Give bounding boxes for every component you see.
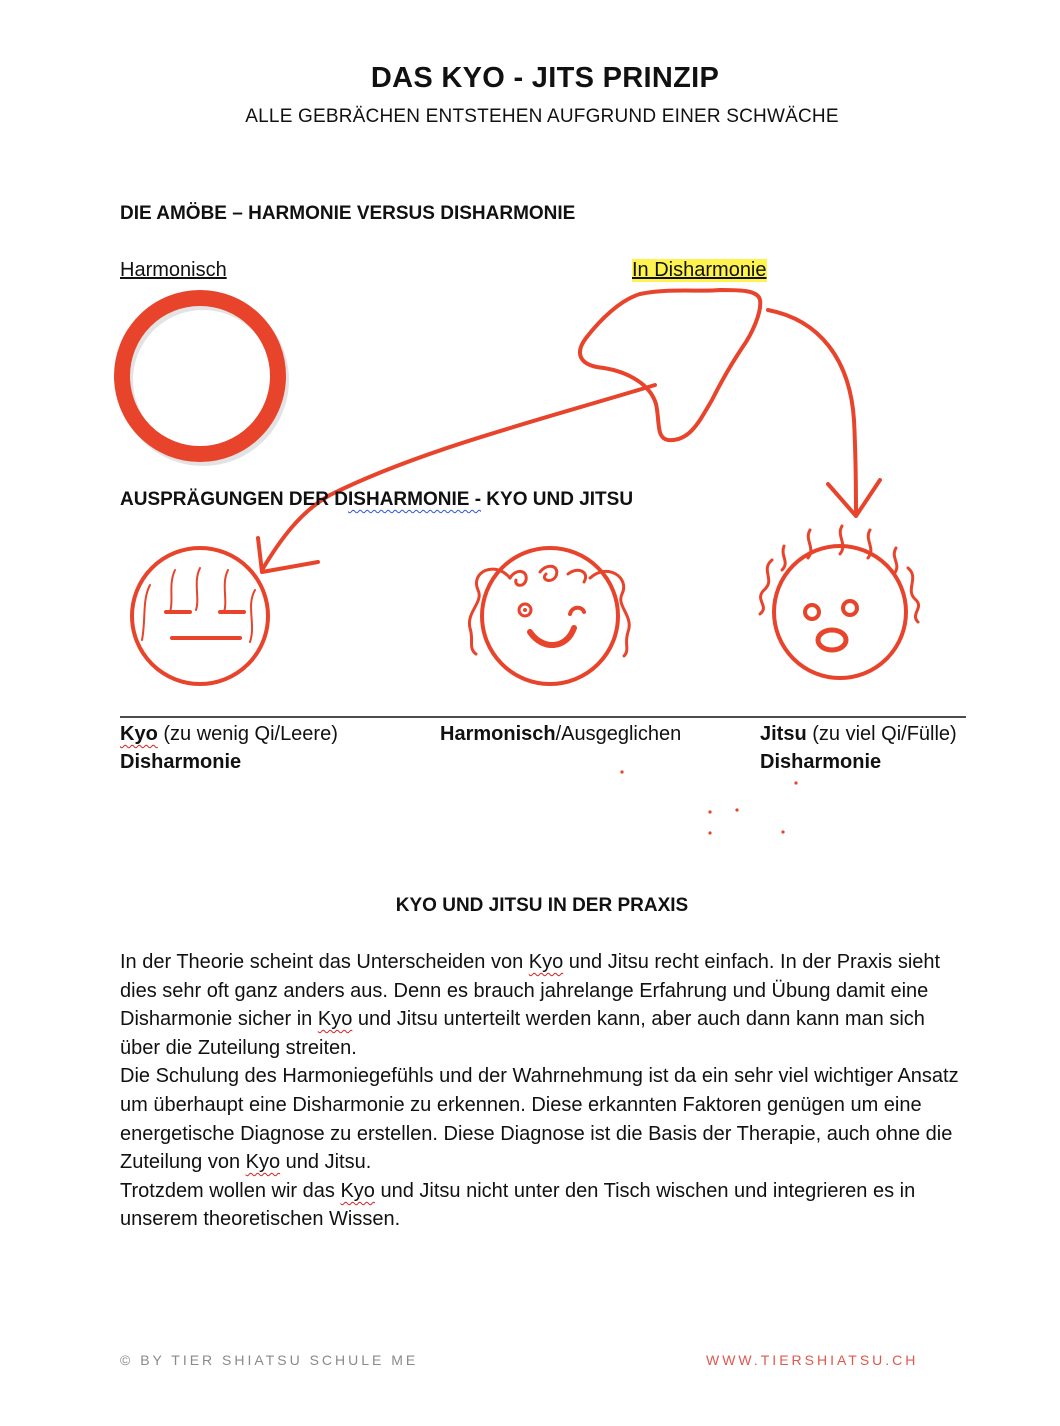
- caption-harmonisch: [440, 720, 681, 748]
- caption-jitsu-rest: (zu viel Qi/Fülle): [806, 723, 957, 745]
- p2-kyo: Kyo: [245, 1151, 281, 1174]
- amoebe-heading: DIE AMÖBE – HARMONIE VERSUS DISHARMONIE: [120, 203, 576, 224]
- p1-c: und Jitsu unterteilt werden kann, aber auch dann kann man sich über die Zuteilung streiten.: [120, 1008, 925, 1059]
- praxis-paragraph-3: [120, 1177, 970, 1234]
- footer-copyright: © BY TIER SHIATSU SCHULE ME: [120, 1352, 419, 1368]
- p1-a: In der Theorie scheint das Unterscheiden von: [120, 951, 529, 973]
- footer-website-link[interactable]: WWW.TIERSHIATSU.CH: [706, 1352, 919, 1368]
- p2-a: Die Schulung des Harmoniegefühls und der Wahrnehmung ist da ein sehr viel wichtiger Ansatz um überhaupt eine Disharmonie zu erkennen. Diese erkannten Faktoren genügen um eine energetische Diagnose zu erstellen. Diese Diagnose ist die Basis der Therapie, auch ohne die Zuteilung von: [120, 1065, 959, 1174]
- stray-dots: [620, 770, 797, 834]
- p1-b: und Jitsu recht einfach. In der Praxis sieht dies sehr oft ganz anders aus. Denn es brauch jahrelange Erfahrung und Übung damit eine Disharmonie sicher in: [120, 951, 941, 1031]
- harmonious-face-icon: [469, 548, 629, 684]
- p1-kyo2: Kyo: [317, 1008, 353, 1031]
- page-subtitle: ALLE GEBRÄCHEN ENTSTEHEN AUFGRUND EINER SCHWÄCHE: [245, 106, 839, 127]
- caption-kyo-rest: (zu wenig Qi/Leere): [157, 723, 338, 745]
- caption-kyo-word: Kyo: [120, 723, 158, 745]
- caption-harm-rest: /Ausgeglichen: [555, 723, 682, 745]
- praxis-paragraph-1: [120, 948, 970, 1062]
- kyo-face-icon: [132, 548, 268, 684]
- caption-jitsu: [760, 720, 957, 776]
- auspraegungen-heading: [120, 489, 633, 511]
- caption-kyo-line2: Disharmonie: [120, 751, 242, 773]
- harmonious-circle-icon: [122, 298, 281, 458]
- caption-kyo: [120, 720, 338, 776]
- praxis-paragraph-2: [120, 1062, 970, 1176]
- label-harmonisch: Harmonisch: [120, 259, 227, 281]
- arrow-to-kyo: [258, 385, 655, 572]
- praxis-heading: KYO UND JITSU IN DER PRAXIS: [395, 895, 689, 916]
- amoeba-shape-icon: [580, 290, 760, 440]
- p3-kyo: Kyo: [340, 1179, 375, 1202]
- page-title: DAS KYO - JITS PRINZIP: [370, 62, 720, 94]
- caption-jitsu-bold: Jitsu: [760, 723, 807, 745]
- jitsu-face-icon: [760, 526, 919, 678]
- auspraegungen-heading-part1: AUSPRÄGUNGEN DER D: [120, 489, 349, 510]
- praxis-body: [120, 948, 970, 1234]
- auspraegungen-heading-part2: ISHARMONIE -: [348, 489, 482, 510]
- p3-b: und Jitsu nicht unter den Tisch wischen und integrieren es in unserem theoretischen Wissen.: [120, 1179, 916, 1231]
- caption-harm-bold: Harmonisch: [440, 723, 556, 745]
- p2-b: und Jitsu.: [280, 1151, 372, 1174]
- caption-jitsu-line2: Disharmonie: [760, 751, 882, 773]
- arrow-to-jitsu: [768, 310, 880, 516]
- p1-kyo: Kyo: [528, 951, 564, 973]
- auspraegungen-heading-part3: KYO UND JITSU: [481, 489, 634, 510]
- label-in-disharmonie: In Disharmonie: [632, 259, 767, 281]
- p3-a: Trotzdem wollen wir das: [120, 1179, 341, 1202]
